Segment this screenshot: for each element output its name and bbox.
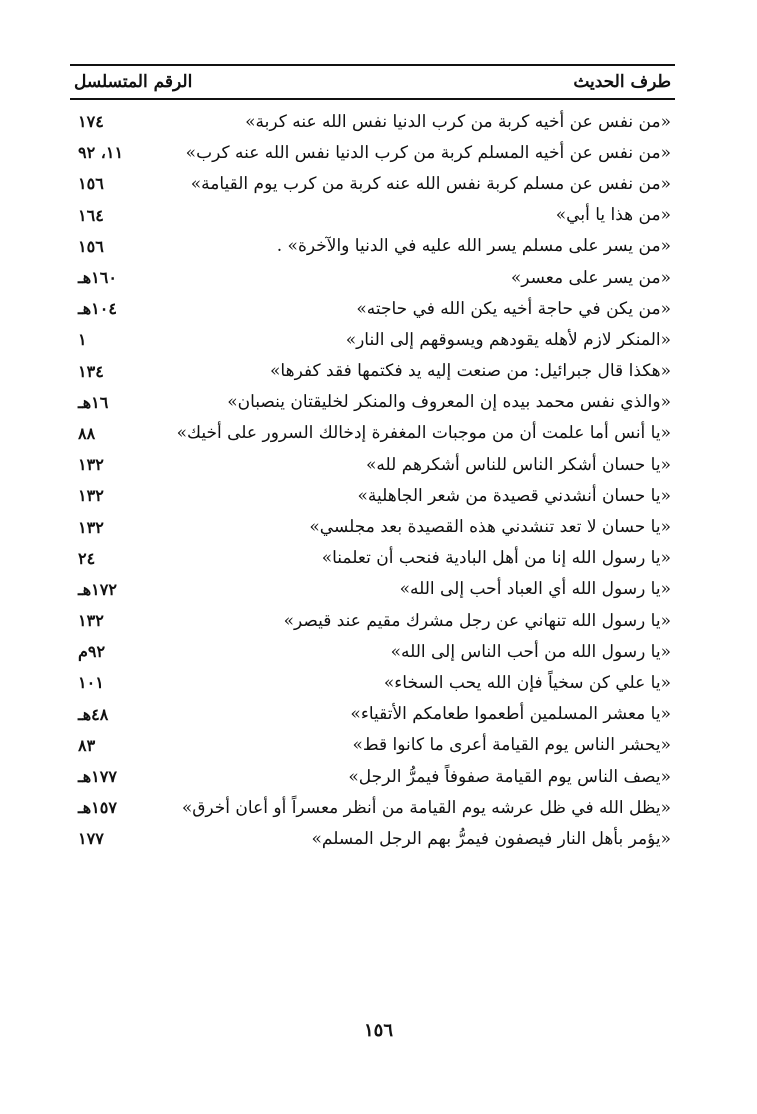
- reference-number: ١: [78, 330, 87, 350]
- reference-number: ١٣٢: [78, 517, 104, 537]
- list-item: [70, 699, 675, 730]
- reference-number: ١٧٤: [78, 112, 104, 132]
- hadith-text: «يا حسان أشكر الناس للناس أشكرهم لله»: [366, 454, 671, 475]
- serial-number-column-header: الرقم المتسلسل: [74, 72, 193, 92]
- hadith-text: «يظل الله في ظل عرشه يوم القيامة من أنظر معسراً أو أعان أخرق»: [181, 797, 671, 818]
- list-item: [70, 231, 675, 262]
- list-item: [70, 823, 675, 854]
- reference-number: ١٥٦: [78, 236, 104, 256]
- list-item: [70, 543, 675, 574]
- reference-number: ٨٨: [78, 423, 96, 443]
- hadith-text: «يا رسول الله إنا من أهل البادية فنحب أن تعلمنا»: [321, 548, 671, 569]
- list-item: [70, 418, 675, 449]
- list-item: [70, 480, 675, 511]
- reference-number: ١٦هـ: [78, 392, 109, 412]
- reference-number: ١٥٧هـ: [78, 798, 117, 818]
- hadith-text: «من نفس عن أخيه كربة من كرب الدنيا نفس الله عنه كربة»: [245, 111, 671, 132]
- list-item: [70, 511, 675, 542]
- hadith-text: «من هذا يا أبي»: [555, 205, 671, 226]
- reference-number: ١٠١: [78, 673, 104, 693]
- list-item: [70, 636, 675, 667]
- list-item: [70, 574, 675, 605]
- hadith-text: «من يكن في حاجة أخيه يكن الله في حاجته»: [356, 298, 671, 319]
- reference-number: ١٣٢: [78, 455, 104, 475]
- hadith-text: «المنكر لازم لأهله يقودهم ويسوقهم إلى النار»: [345, 329, 671, 350]
- hadith-text: «يحشر الناس يوم القيامة أعرى ما كانوا قط»: [352, 735, 671, 756]
- list-item: [70, 137, 675, 168]
- hadith-text: «يا رسول الله تنهاني عن رجل مشرك مقيم عند قيصر»: [283, 610, 671, 631]
- list-item: [70, 262, 675, 293]
- list-item: [70, 293, 675, 324]
- reference-number: ٨٣: [78, 735, 96, 755]
- list-item: [70, 356, 675, 387]
- hadith-text: «يا رسول الله أي العباد أحب إلى الله»: [399, 579, 671, 600]
- hadith-text: «يا رسول الله من أحب الناس إلى الله»: [390, 641, 671, 662]
- hadith-column-header: طرف الحديث: [573, 72, 671, 92]
- list-item: [70, 200, 675, 231]
- hadith-text: «من يسر على مسلم يسر الله عليه في الدنيا والآخرة» .: [276, 236, 671, 257]
- reference-number: ١١، ٩٢: [78, 143, 124, 163]
- hadith-text: «يا علي كن سخياً فإن الله يحب السخاء»: [383, 672, 671, 693]
- page-number: ١٥٦: [363, 1020, 393, 1041]
- list-item: [70, 667, 675, 698]
- hadith-text: «يا معشر المسلمين أطعموا طعامكم الأتقياء»: [350, 704, 671, 725]
- reference-number: ١٣٤: [78, 361, 104, 381]
- reference-number: ١٣٢: [78, 486, 104, 506]
- reference-number: ٩٢م: [78, 642, 106, 662]
- list-item: [70, 449, 675, 480]
- reference-number: ١٧٢هـ: [78, 579, 117, 599]
- reference-number: ١٦٠هـ: [78, 268, 117, 288]
- list-item: [70, 106, 675, 137]
- list-item: [70, 792, 675, 823]
- reference-number: ١٣٢: [78, 611, 104, 631]
- list-item: [70, 387, 675, 418]
- reference-number: ٢٤: [78, 548, 96, 568]
- list-item: [70, 761, 675, 792]
- list-item: [70, 605, 675, 636]
- reference-number: ١٧٧هـ: [78, 767, 117, 787]
- hadith-text: «من نفس عن مسلم كربة نفس الله عنه كربة من كرب يوم القيامة»: [190, 173, 671, 194]
- hadith-text: «يا أنس أما علمت أن من موجبات المغفرة إدخالك السرور على أخيك»: [176, 423, 671, 444]
- table-header: [70, 64, 675, 100]
- list-item: [70, 324, 675, 355]
- hadith-text: «يا حسان لا تعد تنشدني هذه القصيدة بعد مجلسي»: [309, 517, 671, 538]
- hadith-text: «يصف الناس يوم القيامة صفوفاً فيمرُّ الرجل»: [348, 766, 671, 787]
- reference-number: ١٠٤هـ: [78, 299, 117, 319]
- reference-number: ١٥٦: [78, 174, 104, 194]
- reference-number: ١٧٧: [78, 829, 104, 849]
- index-page: [70, 64, 675, 855]
- list-item: [70, 730, 675, 761]
- hadith-text: «هكذا قال جبرائيل: من صنعت إليه يد فكتمها فقد كفرها»: [270, 361, 671, 382]
- hadith-index-list: [70, 106, 675, 855]
- reference-number: ٤٨هـ: [78, 704, 109, 724]
- hadith-text: «من يسر على معسر»: [510, 267, 671, 288]
- hadith-text: «من نفس عن أخيه المسلم كربة من كرب الدنيا نفس الله عنه كرب»: [185, 142, 671, 163]
- hadith-text: «يؤمر بأهل النار فيصفون فيمرُّ بهم الرجل المسلم»: [311, 828, 671, 849]
- list-item: [70, 168, 675, 199]
- hadith-text: «والذي نفس محمد بيده إن المعروف والمنكر لخليقتان ينصبان»: [227, 392, 671, 413]
- hadith-text: «يا حسان أنشدني قصيدة من شعر الجاهلية»: [357, 485, 671, 506]
- reference-number: ١٦٤: [78, 205, 104, 225]
